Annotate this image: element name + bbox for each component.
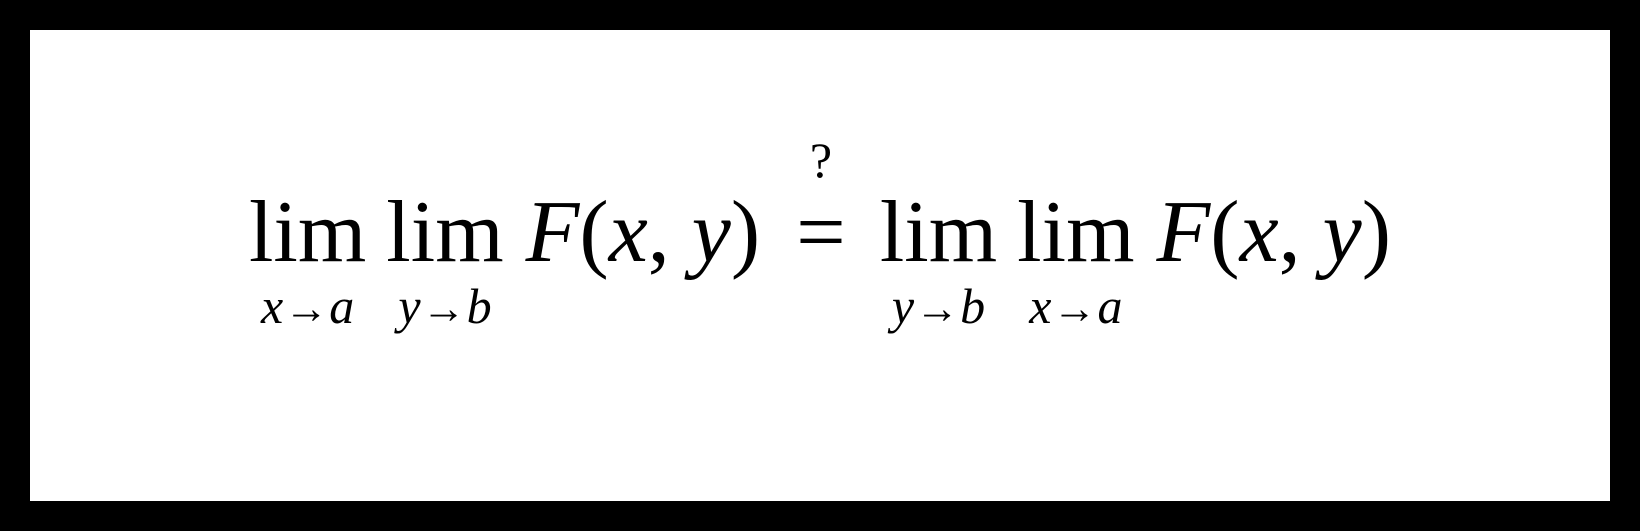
function-arg-2: y: [691, 184, 731, 281]
question-mark-annotation: ?: [809, 132, 833, 188]
limit-variable: x: [1029, 278, 1052, 334]
limit-variable: y: [891, 278, 915, 334]
limit-target: a: [329, 278, 355, 334]
lhs-outer-limit: [249, 185, 366, 336]
open-paren: (: [1210, 184, 1240, 281]
questioned-equals: [796, 132, 846, 281]
lim-operator: lim: [879, 184, 998, 281]
lim-operator: lim: [386, 184, 504, 281]
rhs-inner-limit: [1017, 185, 1134, 336]
close-paren: ): [730, 184, 761, 281]
lhs-function: [526, 185, 761, 281]
arg-comma: ,: [1278, 184, 1323, 281]
lim-subscript: [892, 279, 985, 336]
close-paren: ): [1361, 184, 1392, 281]
open-paren: (: [579, 184, 609, 281]
right-arrow-icon: →: [1052, 284, 1097, 333]
lim-subscript: [398, 279, 491, 336]
limit-target: a: [1097, 278, 1123, 334]
limit-interchange-formula: [30, 30, 1610, 501]
function-arg-1: x: [1239, 184, 1279, 281]
function-name: F: [525, 184, 580, 281]
lhs-inner-limit: [386, 185, 503, 336]
function-arg-2: y: [1322, 184, 1362, 281]
arg-comma: ,: [647, 184, 692, 281]
function-name: F: [1156, 184, 1211, 281]
right-arrow-icon: →: [915, 284, 960, 333]
function-arg-1: x: [608, 184, 648, 281]
limit-variable: x: [261, 278, 284, 334]
equation: [248, 132, 1392, 336]
lim-operator: lim: [1017, 184, 1135, 281]
right-arrow-icon: →: [284, 284, 329, 333]
equals-sign: =: [796, 184, 846, 281]
limit-variable: y: [398, 278, 421, 334]
lim-subscript: [1029, 279, 1122, 336]
limit-target: b: [960, 278, 986, 334]
formula-canvas: [30, 30, 1610, 501]
rhs-function: [1157, 185, 1392, 281]
rhs-outer-limit: [880, 185, 997, 336]
right-arrow-icon: →: [421, 284, 466, 333]
lim-operator: lim: [248, 184, 367, 281]
limit-target: b: [466, 278, 492, 334]
lim-subscript: [261, 279, 354, 336]
